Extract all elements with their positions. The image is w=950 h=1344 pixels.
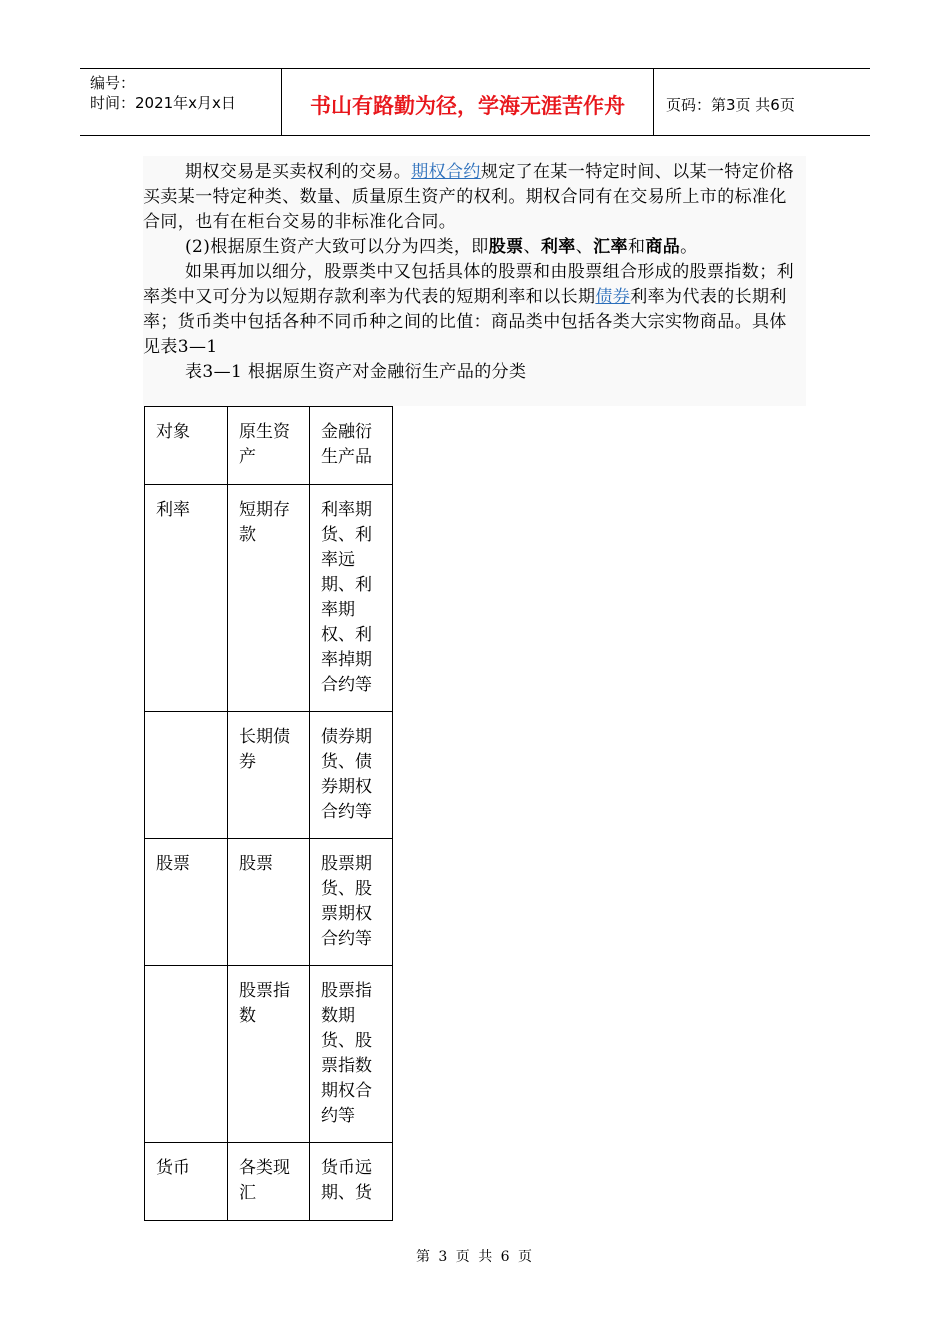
paragraph-detail (143, 260, 803, 360)
cell-text: 股票 (239, 854, 273, 874)
cell-text: 货币远期、货 (321, 1158, 372, 1203)
page-header (80, 68, 870, 136)
table-cell (228, 966, 310, 1143)
table-cell (310, 839, 393, 966)
link-bond[interactable]: 债券 (595, 287, 631, 307)
cell-text: 短期存款 (239, 500, 290, 545)
paragraph-text: 规定了在某一特定时间、以某一特定价格买卖某一特定种类、数量、质量原生资产的权利。期权合同有在交易所上市的标准化合同，也有在柜台交易的非标准化合同。 (143, 162, 795, 232)
table-row (145, 485, 393, 712)
table-cell (228, 839, 310, 966)
cell-text: 利率 (156, 500, 190, 520)
keyword-stock: 股票 (488, 237, 524, 257)
table-header-cell (310, 407, 393, 485)
table-cell (310, 966, 393, 1143)
table-row (145, 839, 393, 966)
separator: 、 (523, 237, 541, 257)
header-meta (80, 69, 282, 135)
period: 。 (680, 237, 698, 257)
table-cell (310, 712, 393, 839)
table-caption: 表3—1 根据原生资产对金融衍生产品的分类 (185, 362, 527, 382)
table-cell (145, 839, 228, 966)
cell-text: 债券期货、债券期权合约等 (321, 727, 372, 822)
table-cell (228, 1143, 310, 1221)
cell-text: 货币 (156, 1158, 190, 1178)
table-row (145, 1143, 393, 1221)
table-cell (145, 712, 228, 839)
table-cell (145, 485, 228, 712)
header-page-info: 页码：第3页 共6页 (666, 95, 795, 114)
table-cell (145, 1143, 228, 1221)
table-header-cell (228, 407, 310, 485)
cell-text: 利率期货、利率远期、利率期权、利率掉期合约等 (321, 500, 372, 695)
classification-table (144, 406, 393, 1221)
paragraph-text: 利率为代表的长期利率；货币类中包括各种不同币种之间的比值：商品类中包括各类大宗实物商品。具体见表3—1 (143, 287, 787, 357)
keyword-interest-rate: 利率 (540, 237, 576, 257)
table-cell (145, 966, 228, 1143)
table-row (145, 712, 393, 839)
cell-text: 股票 (156, 854, 190, 874)
cell-text: 金融衍生产品 (321, 422, 372, 467)
table-cell (228, 485, 310, 712)
conjunction: 和 (627, 237, 646, 257)
keyword-exchange-rate: 汇率 (593, 237, 628, 257)
paragraph-text: 如果再加以细分，股票类中又包括具体的股票和由股票组合形成的股票指数；利率类中又可分为以短期存款利率为代表的短期利率和以长期 (143, 262, 794, 307)
page-footer: 第 3 页 共 6 页 (415, 1249, 535, 1265)
table-cell (310, 1143, 393, 1221)
table-row (145, 966, 393, 1143)
table-cell (310, 485, 393, 712)
paragraph-text: 期权交易是买卖权利的交易。 (185, 162, 412, 182)
table-header-row (145, 407, 393, 485)
separator: 、 (575, 237, 594, 257)
table-header-cell (145, 407, 228, 485)
cell-text: 对象 (156, 422, 190, 442)
cell-text: 股票期货、股票期权合约等 (321, 854, 372, 949)
paragraph-text: (2)根据原生资产大致可以分为四类，即 (185, 237, 489, 257)
link-option-contract[interactable]: 期权合约 (411, 162, 481, 182)
cell-text: 股票指数 (239, 981, 290, 1026)
paragraph-options (143, 160, 803, 235)
doc-number: 编号： (90, 74, 136, 92)
cell-text: 长期债券 (239, 727, 290, 772)
keyword-commodity: 商品 (645, 237, 681, 257)
doc-date: 时间：2021年x月x日 (90, 94, 236, 112)
header-motto: 书山有路勤为径，学海无涯苦作舟 (282, 69, 654, 135)
cell-text: 原生资产 (239, 422, 290, 467)
cell-text: 各类现汇 (239, 1158, 290, 1203)
paragraph-categories (143, 235, 803, 260)
table-cell (228, 712, 310, 839)
cell-text: 股票指数期货、股票指数期权合约等 (321, 981, 372, 1126)
